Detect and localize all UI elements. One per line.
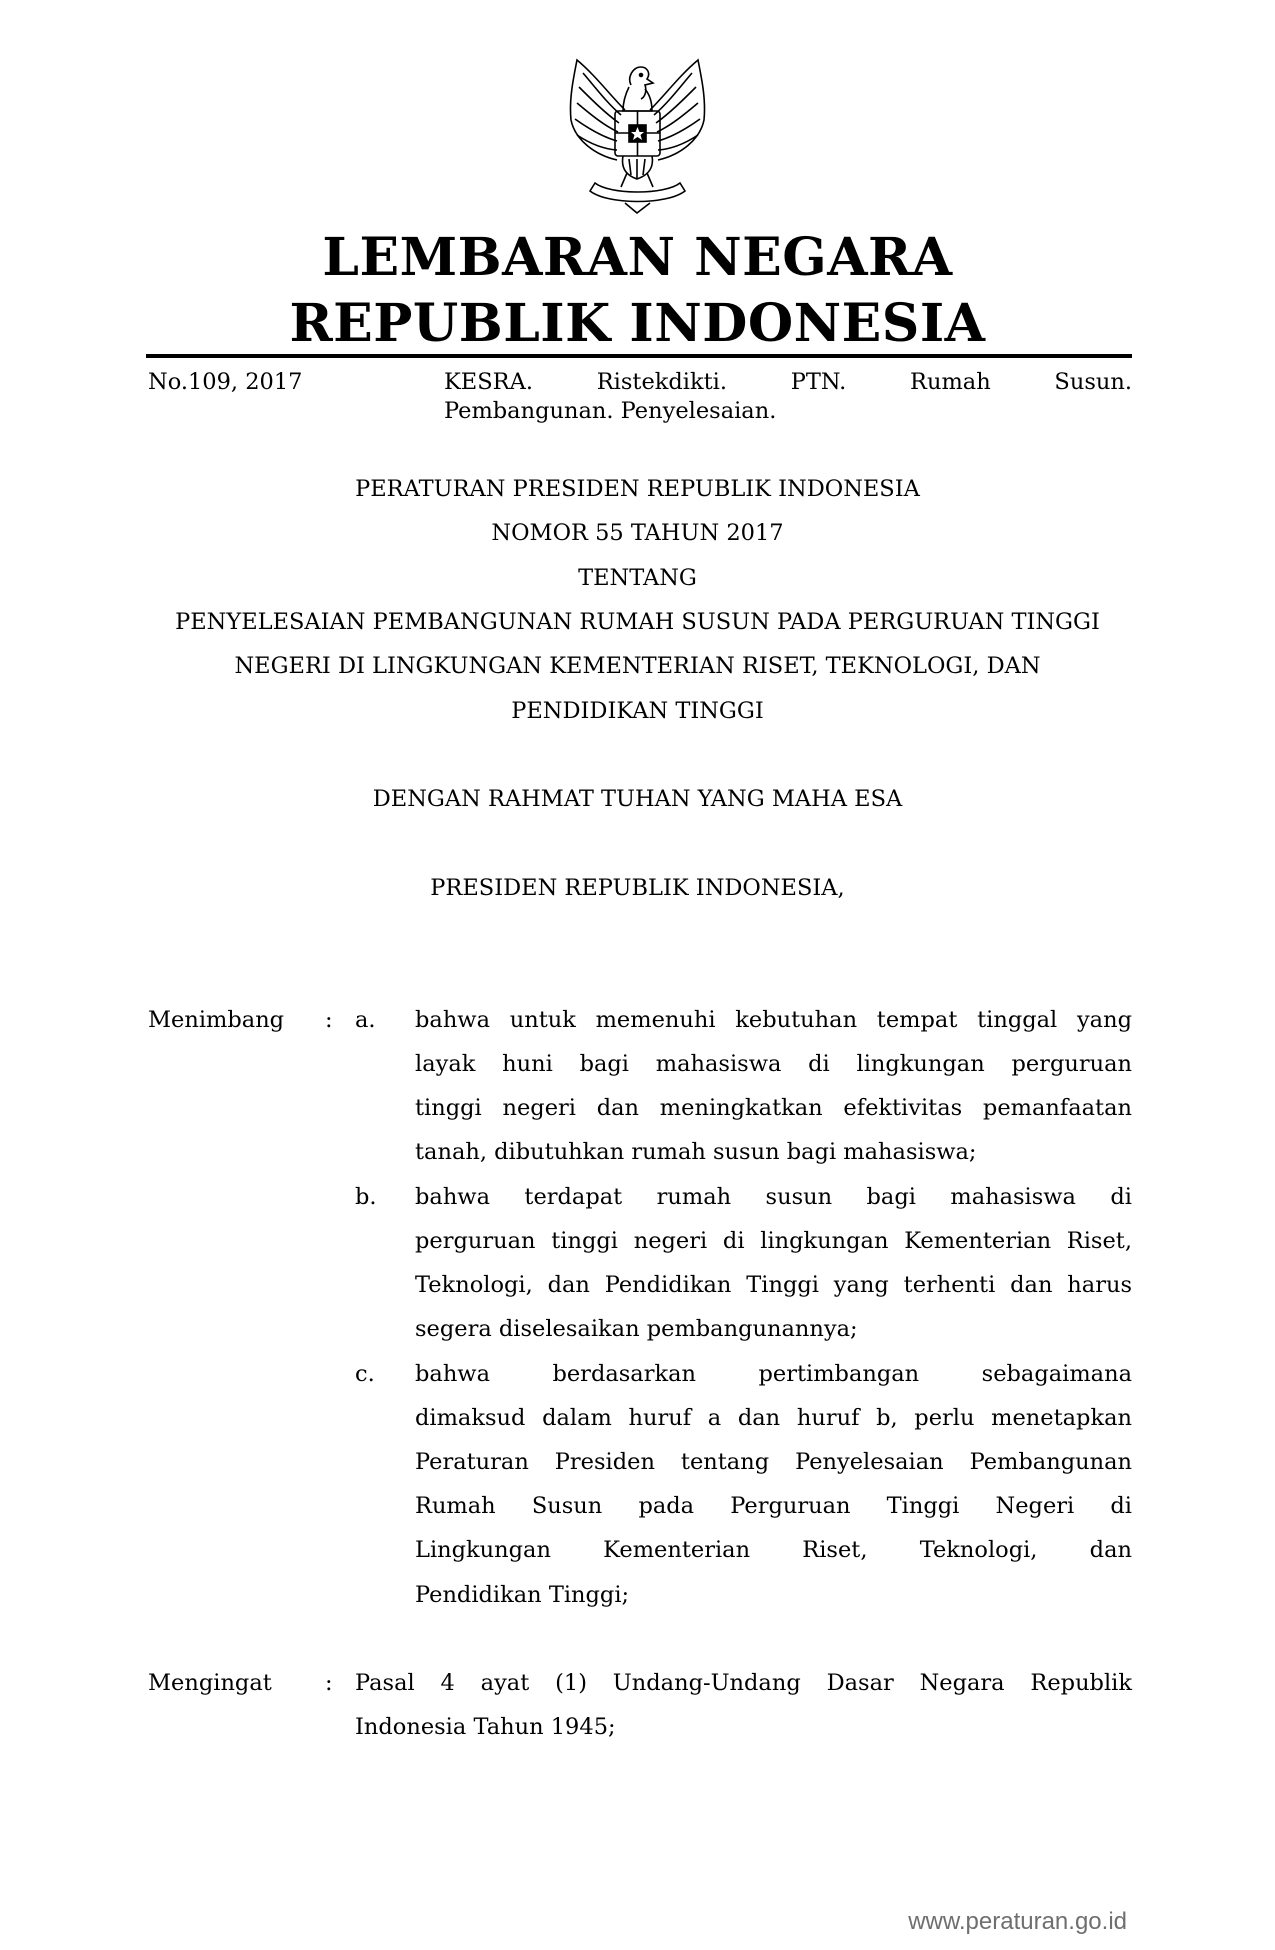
regulation-subject-line1: PENYELESAIAN PEMBANGUNAN RUMAH SUSUN PADA PERGURUAN TINGGI bbox=[175, 609, 1100, 635]
regulation-number: NOMOR 55 TAHUN 2017 bbox=[491, 520, 784, 546]
considering-a-line: bahwa untuk memenuhi kebutuhan tempat tinggal yang bbox=[415, 1007, 1132, 1033]
invocation: DENGAN RAHMAT TUHAN YANG MAHA ESA bbox=[372, 786, 903, 812]
observing-colon: : bbox=[325, 1670, 333, 1696]
keywords-line2: Pembangunan. Penyelesaian. bbox=[444, 398, 777, 424]
considering-marker-a: a. bbox=[355, 1007, 376, 1033]
considering-c-line: Pendidikan Tinggi; bbox=[415, 1582, 630, 1608]
considering-label: Menimbang bbox=[148, 1007, 285, 1033]
considering-colon: : bbox=[325, 1007, 333, 1033]
considering-c-line: Rumah Susun pada Perguruan Tinggi Negeri di bbox=[415, 1493, 1132, 1519]
considering-c-line: Lingkungan Kementerian Riset, Teknologi, dan bbox=[415, 1537, 1132, 1563]
considering-a-line: layak huni bagi mahasiswa di lingkungan perguruan bbox=[415, 1051, 1132, 1077]
considering-b-line: segera diselesaikan pembangunannya; bbox=[415, 1316, 858, 1342]
gazette-number: No.109, 2017 bbox=[148, 369, 303, 395]
observing-line: Indonesia Tahun 1945; bbox=[355, 1714, 616, 1740]
considering-marker-b: b. bbox=[355, 1184, 377, 1210]
header-divider bbox=[146, 354, 1132, 358]
considering-c-line: dimaksud dalam huruf a dan huruf b, perlu menetapkan bbox=[415, 1405, 1132, 1431]
regulation-type: PERATURAN PRESIDEN REPUBLIK INDONESIA bbox=[355, 476, 920, 502]
considering-c-line: bahwa berdasarkan pertimbangan sebagaimana bbox=[415, 1361, 1132, 1387]
considering-c-line: Peraturan Presiden tentang Penyelesaian Pembangunan bbox=[415, 1449, 1132, 1475]
considering-a-line: tinggi negeri dan meningkatkan efektivitas pemanfaatan bbox=[415, 1095, 1132, 1121]
considering-b-line: Teknologi, dan Pendidikan Tinggi yang terhenti dan harus bbox=[415, 1272, 1132, 1298]
considering-b-line: bahwa terdapat rumah susun bagi mahasiswa di bbox=[415, 1184, 1132, 1210]
regulation-subject-line2: NEGERI DI LINGKUNGAN KEMENTERIAN RISET, TEKNOLOGI, DAN bbox=[234, 653, 1041, 679]
considering-b-line: perguruan tinggi negeri di lingkungan Kementerian Riset, bbox=[415, 1228, 1132, 1254]
considering-marker-c: c. bbox=[355, 1361, 375, 1387]
garuda-emblem-icon bbox=[555, 55, 720, 215]
gazette-title-line2: REPUBLIK INDONESIA bbox=[289, 293, 986, 354]
observing-line: Pasal 4 ayat (1) Undang-Undang Dasar Negara Republik bbox=[355, 1670, 1132, 1696]
source-watermark: www.peraturan.go.id bbox=[908, 1908, 1127, 1935]
keywords-line1: KESRA. Ristekdikti. PTN. Rumah Susun. bbox=[444, 369, 1132, 395]
issuer: PRESIDEN REPUBLIK INDONESIA, bbox=[430, 875, 845, 901]
regulation-subject-line3: PENDIDIKAN TINGGI bbox=[511, 698, 764, 724]
regulation-about: TENTANG bbox=[578, 565, 697, 591]
considering-a-line: tanah, dibutuhkan rumah susun bagi mahasiswa; bbox=[415, 1139, 977, 1165]
observing-label: Mengingat bbox=[148, 1670, 272, 1696]
gazette-title-line1: LEMBARAN NEGARA bbox=[322, 227, 953, 288]
